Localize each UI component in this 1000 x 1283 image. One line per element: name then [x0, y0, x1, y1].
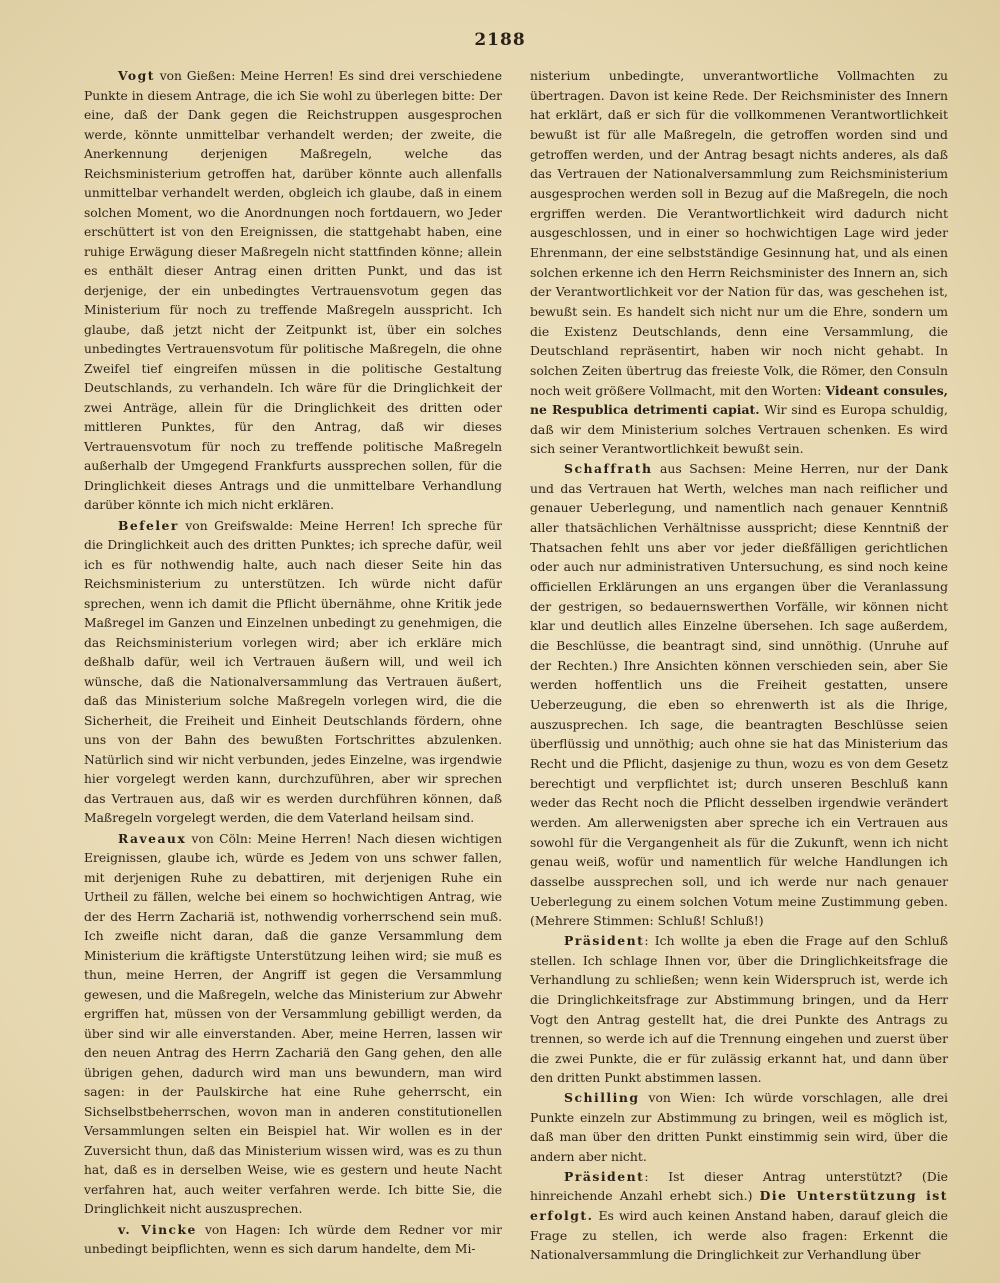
- speech-befeler: [84, 516, 502, 829]
- emphasized-text: Die Unterstützung ist erfolgt.: [530, 1188, 948, 1224]
- speech-vincke-continued: [530, 66, 948, 459]
- speaker-name: Schilling: [564, 1090, 640, 1106]
- page-number: 2188: [474, 30, 526, 50]
- left-column: [84, 66, 502, 1260]
- speaker-name: Schaffrath: [564, 461, 653, 477]
- speaker-name: Präsident: [564, 1168, 645, 1184]
- speech-text: : Ist dieser Antrag unterstützt? (Die hinreichende Anzahl erhebt sich.): [530, 1168, 948, 1204]
- right-column: [530, 66, 948, 1265]
- speech-president-1: [530, 931, 948, 1088]
- speech-text: nisterium unbedingte, unverantwortliche Vollmachten zu übertragen. Davon ist keine Rede. Der Reichsminister des Innern hat erklärt, daß er sich für die vollkommenen Verantwortlichkeit bewußt ist für alle Maßregeln, die getroffen worden sind und getroffen werden, und der Antrag besagt nichts anderes, als daß das Vertrauen der Nationalversammlung zum Reichsministerium ausgesprochen werden soll in Bezug auf die Maßregeln, die noch ergriffen werden. Die Verantwortlichkeit wird dadurch nicht ausgeschlossen, und in einer so hochwichtigen Lage wird jeder Ehrenmann, der eine selbstständige Gesinnung hat, und als einen solchen erkenne ich den Herrn Reichsminister des Innern an, sich der Verantwortlichkeit vor der Nation für das, was geschehen ist, bewußt sein. Es handelt sich nicht nur um die Ehre, sondern um die Existenz Deutschlands, denn eine Versammlung, die Deutschland repräsentirt, haben wir noch nicht gehabt. In solchen Zeiten übertrug das freieste Volk, die Römer, den Consuln noch weit größere Vollmacht, mit den Worten:: [530, 68, 948, 398]
- speech-text: aus Sachsen: Meine Herren, nur der Dank und das Vertrauen hat Werth, welches man nach reiflicher und genauer Ueberlegung, und namentlich nach genauer Kenntniß aller thatsächlichen Verhältnisse ausspricht; diese Kenntniß der Thatsachen fehlt uns aber vor jeder dießfälligen gerichtlichen oder auch nur administrativen Untersuchung, es sind noch keine officiellen Erklärungen an uns ergangen über die Veranlassung der gestrigen, so bedauernswerthen Vorfälle, wir können nicht klar und deutlich alles Einzelne übersehen. Ich sage außerdem, die Beschlüsse, die beantragt sind, sind unnöthig. (Unruhe auf der Rechten.) Ihre Ansichten können verschieden sein, aber Sie werden hoffentlich uns die Freiheit gestatten, unsere Ueberzeugung, die eben so ehrenwerth ist als die Ihrige, auszusprechen. Ich sage, die beantragten Beschlüsse seien überflüssig und unnöthig; auch ohne sie hat das Ministerium das Recht und die Pflicht, dasjenige zu thun, wozu es von dem Gesetz berechtigt und verpflichtet ist; durch unseren Beschluß kann weder das Recht noch die Pflicht desselben irgendwie verändert werden. Am allerwenigsten aber spreche ich ein Vertrauen aus sowohl für die Vergangenheit als für die Zukunft, wenn ich nicht genau weiß, wofür und namentlich für welche Handlungen ich dasselbe aussprechen soll, und ich werde nur nach genauer Ueberlegung zu einem solchen Votum meine Zustimmung geben. (Mehrere Stimmen: Schluß! Schluß!): [530, 461, 948, 929]
- speaker-name: Befeler: [118, 517, 179, 533]
- speech-vogt: [84, 66, 502, 516]
- speech-text: Wir sind es Europa schuldig, daß wir dem Ministerium solches Vertrauen schenken. Es wird sich seiner Verantwortlichkeit bewußt sein.: [530, 402, 948, 457]
- speaker-name: Vogt: [118, 68, 155, 83]
- speech-text: von Cöln: Meine Herren! Nach diesen wichtigen Ereignissen, glaube ich, würde es Jedem von uns schwer fallen, mit derjenigen Ruhe zu debattiren, mit derjenigen Ruhe ein Urtheil zu fällen, welche bei einem so hochwichtigen Antrag, wie der des Herrn Zachariä ist, nothwendig vorherrschend sein muß. Ich zweifle nicht daran, daß die ganze Versammlung dem Ministerium die kräftigste Unterstützung leihen wird; sie muß es thun, meine Herren, der Angriff ist gegen die Versammlung gewesen, und die Maßregeln, welche das Ministerium zur Abwehr ergriffen hat, müssen von der Versammlung gebilligt werden, da über sind wir alle einverstanden. Aber, meine Herren, lassen wir den neuen Antrag des Herrn Zachariä den Gang gehen, den alle übrigen gehen, dadurch wird man uns bewundern, man wird sagen: in der Paulskirche hat eine Ruhe geherrscht, ein Sichselbstbeherrschen, wovon man in anderen constitutionellen Versammlungen selten ein Beispiel hat. Wir wollen es in der Zuversicht thun, daß das Ministerium wissen wird, was es zu thun hat, daß es in derselben Weise, wie es gestern und heute Nacht verfahren hat, auch weiter verfahren werde. Ich bitte Sie, die Dringlichkeit nicht auszusprechen.: [84, 831, 502, 1216]
- speech-schilling: [530, 1088, 948, 1167]
- speaker-name: v. Vincke: [118, 1221, 197, 1237]
- speaker-name: Präsident: [564, 932, 645, 948]
- speech-raveaux: [84, 829, 502, 1220]
- speech-text: von Wien: Ich würde vorschlagen, alle drei Punkte einzeln zur Abstimmung zu bringen, weil es möglich ist, daß man über den dritten Punkt einstimmig sein wird, über die andern aber nicht.: [530, 1090, 948, 1165]
- speech-vincke: [84, 1220, 502, 1260]
- speech-president-2: [530, 1167, 948, 1265]
- speaker-name: Raveaux: [118, 830, 187, 846]
- latin-quote: Videant consules, ne Respublica detrimenti capiat.: [530, 382, 948, 418]
- speech-schaffrath: [530, 459, 948, 931]
- speech-text: von Greifswalde: Meine Herren! Ich spreche für die Dringlichkeit auch des dritten Punktes; ich spreche dafür, weil ich es für nothwendig halte, auch nach dieser Seite hin das Reichsministerium zu unterstützen. Ich würde nicht dafür sprechen, wenn ich damit die Pflicht übernähme, ohne Kritik jede Maßregel im Ganzen und Einzelnen unbedingt zu genehmigen, die das Reichsministerium vorlegen wird; aber ich erkläre mich deßhalb dafür, weil ich Vertrauen äußern will, und weil ich wünsche, daß die Nationalversammlung das Vertrauen äußert, daß das Ministerium solche Maßregeln vorlegen wird, die die Sicherheit, die Freiheit und Einheit Deutschlands fördern, ohne uns von der Bahn des bewußten Fortschrittes abzulenken. Natürlich sind wir nicht verbunden, jedes Einzelne, was irgendwie hier vorgelegt werden kann, durchzuführen, aber wir sprechen das Vertrauen aus, daß wir es werden durchführen können, daß Maßregeln vorgelegt werden, die dem Vaterland heilsam sind.: [84, 518, 502, 825]
- speech-text: von Gießen: Meine Herren! Es sind drei verschiedene Punkte in diesem Antrage, die ich Sie wohl zu überlegen bitte: Der eine, daß der Dank gegen die Reichstruppen ausgesprochen werde, könnte unmittelbar verhandelt werden; der zweite, die Anerkennung derjenigen Maßregeln, welche das Reichsministerium getroffen hat, darüber könnte auch allenfalls unmittelbar verhandelt werden, obgleich ich glaube, daß in einem solchen Moment, wo die Anordnungen noch fortdauern, wo Jeder erschüttert ist von den Ereignissen, die stattgehabt haben, eine ruhige Erwägung dieser Maßregeln nicht stattfinden könne; allein es enthält dieser Antrag einen dritten Punkt, und das ist derjenige, der ein unbedingtes Vertrauensvotum gegen das Ministerium für noch zu treffende Maßregeln ausspricht. Ich glaube, daß jetzt nicht der Zeitpunkt ist, über ein solches unbedingtes Vertrauensvotum für politische Maßregeln, die ohne Zweifel tief eingreifen müssen in die politische Gestaltung Deutschlands, zu verhandeln. Ich wäre für die Dringlichkeit der zwei Anträge, allein für die Dringlichkeit des dritten oder mittleren Punktes, für den Antrag, daß wir dieses Vertrauensvotum für noch zu treffende politische Maßregeln außerhalb der Umgegend Frankfurts aussprechen sollen, für die Dringlichkeit dieses Antrags und die unmittelbare Verhandlung darüber könnte ich mich nicht erklären.: [84, 69, 502, 512]
- speech-text: von Hagen: Ich würde dem Redner vor mir unbedingt beipflichten, wenn es sich darum handelte, dem Mi-: [84, 1222, 502, 1256]
- speech-text: : Ich wollte ja eben die Frage auf den Schluß stellen. Ich schlage Ihnen vor, über die Dringlichkeitsfrage die Verhandlung zu schließen; wenn kein Widerspruch ist, werde ich die Dringlichkeitsfrage zur Abstimmung bringen, und da Herr Vogt den Antrag gestellt hat, die drei Punkte des Antrags zu trennen, so werde ich auf die Trennung eingehen und zuerst über die zwei Punkte, die er für zulässig erkannt hat, und dann über den dritten Punkt abstimmen lassen.: [530, 932, 948, 1086]
- speech-text: Es wird auch keinen Anstand haben, darauf gleich die Frage zu stellen, ich werde also fragen: Erkennt die Nationalversammlung die Dringlichkeit zur Verhandlung über: [530, 1208, 948, 1263]
